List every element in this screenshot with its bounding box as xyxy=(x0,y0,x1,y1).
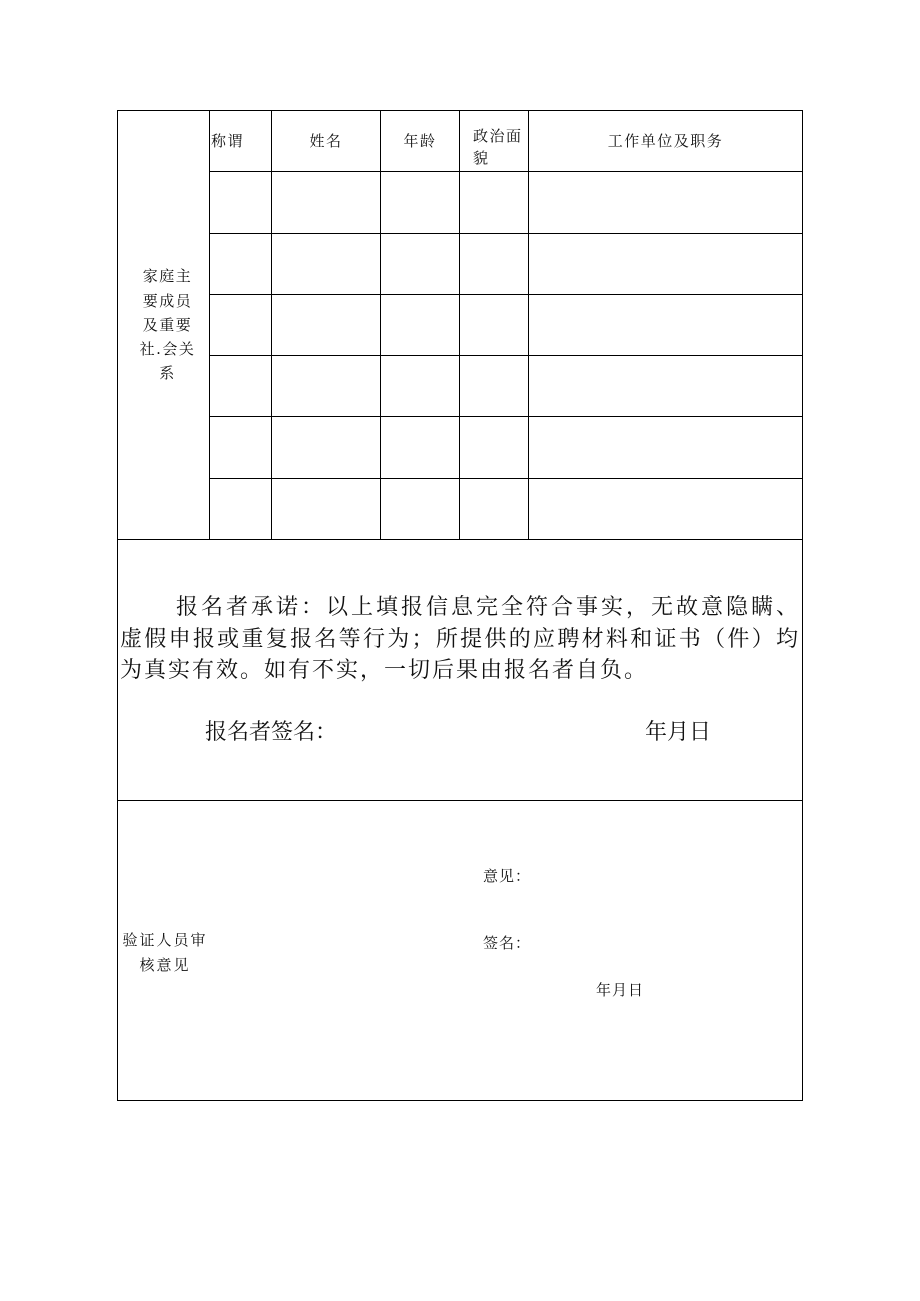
cell-name xyxy=(272,234,380,294)
header-political-status xyxy=(460,111,528,171)
cell-age xyxy=(381,172,459,233)
family-members-label-line: 及重要 xyxy=(142,315,193,334)
verification-label-line: 核意见 xyxy=(139,956,191,974)
cell-age xyxy=(381,295,459,355)
cell-political-status xyxy=(460,479,528,539)
verification-section xyxy=(117,801,803,1101)
cell-political-status xyxy=(460,234,528,294)
applicant-signature-label: 报名者签名： xyxy=(205,720,338,745)
cell-relation xyxy=(210,234,271,294)
cell-employer-position xyxy=(529,234,802,294)
cell-relation xyxy=(210,295,271,355)
cell-political-status xyxy=(460,417,528,478)
cell-relation xyxy=(210,172,271,233)
cell-age xyxy=(381,356,459,416)
family-members-label-line: 家庭主 xyxy=(142,267,193,286)
cell-employer-position xyxy=(529,417,802,478)
verification-label-line: 验证人员审 xyxy=(122,931,208,949)
verification-date-label: 年月日 xyxy=(596,981,645,999)
cell-age xyxy=(381,417,459,478)
family-members-label-line: 要成员 xyxy=(142,291,193,310)
pledge-text xyxy=(120,592,800,687)
pledge-date-label: 年月日 xyxy=(645,720,712,745)
family-members-label-line: 社.会关 xyxy=(139,340,196,359)
cell-employer-position xyxy=(529,172,802,233)
pledge-text-line: 虚假申报或重复报名等行为；所提供的应聘材料和证书（件）均 xyxy=(120,626,800,652)
cell-employer-position xyxy=(529,356,802,416)
family-members-label xyxy=(118,111,209,539)
cell-relation xyxy=(210,356,271,416)
cell-name xyxy=(272,172,380,233)
header-employer-position: 工作单位及职务 xyxy=(529,111,802,171)
header-political-status-text: 政治面貌 xyxy=(473,127,523,167)
cell-political-status xyxy=(460,356,528,416)
verifier-opinion-label: 意见： xyxy=(483,867,532,885)
pledge-text-line: 报名者承诺：以上填报信息完全符合事实，无故意隐瞒、 xyxy=(176,595,800,620)
cell-age xyxy=(381,234,459,294)
verifier-signature-label: 签名： xyxy=(483,934,532,952)
cell-age xyxy=(381,479,459,539)
cell-political-status xyxy=(460,172,528,233)
cell-relation xyxy=(210,479,271,539)
cell-name xyxy=(272,479,380,539)
pledge-text-line: 为真实有效。如有不实，一切后果由报名者自负。 xyxy=(120,658,649,683)
cell-political-status xyxy=(460,295,528,355)
family-members-table xyxy=(117,110,803,540)
family-members-label-line: 系 xyxy=(159,364,176,383)
header-name: 姓名 xyxy=(272,111,380,171)
pledge-section xyxy=(117,540,803,801)
cell-name xyxy=(272,417,380,478)
cell-relation xyxy=(210,417,271,478)
header-relation: 称谓 xyxy=(210,111,271,171)
cell-employer-position xyxy=(529,295,802,355)
cell-name xyxy=(272,295,380,355)
header-age: 年龄 xyxy=(381,111,459,171)
cell-name xyxy=(272,356,380,416)
cell-employer-position xyxy=(529,479,802,539)
verification-label xyxy=(122,928,208,978)
